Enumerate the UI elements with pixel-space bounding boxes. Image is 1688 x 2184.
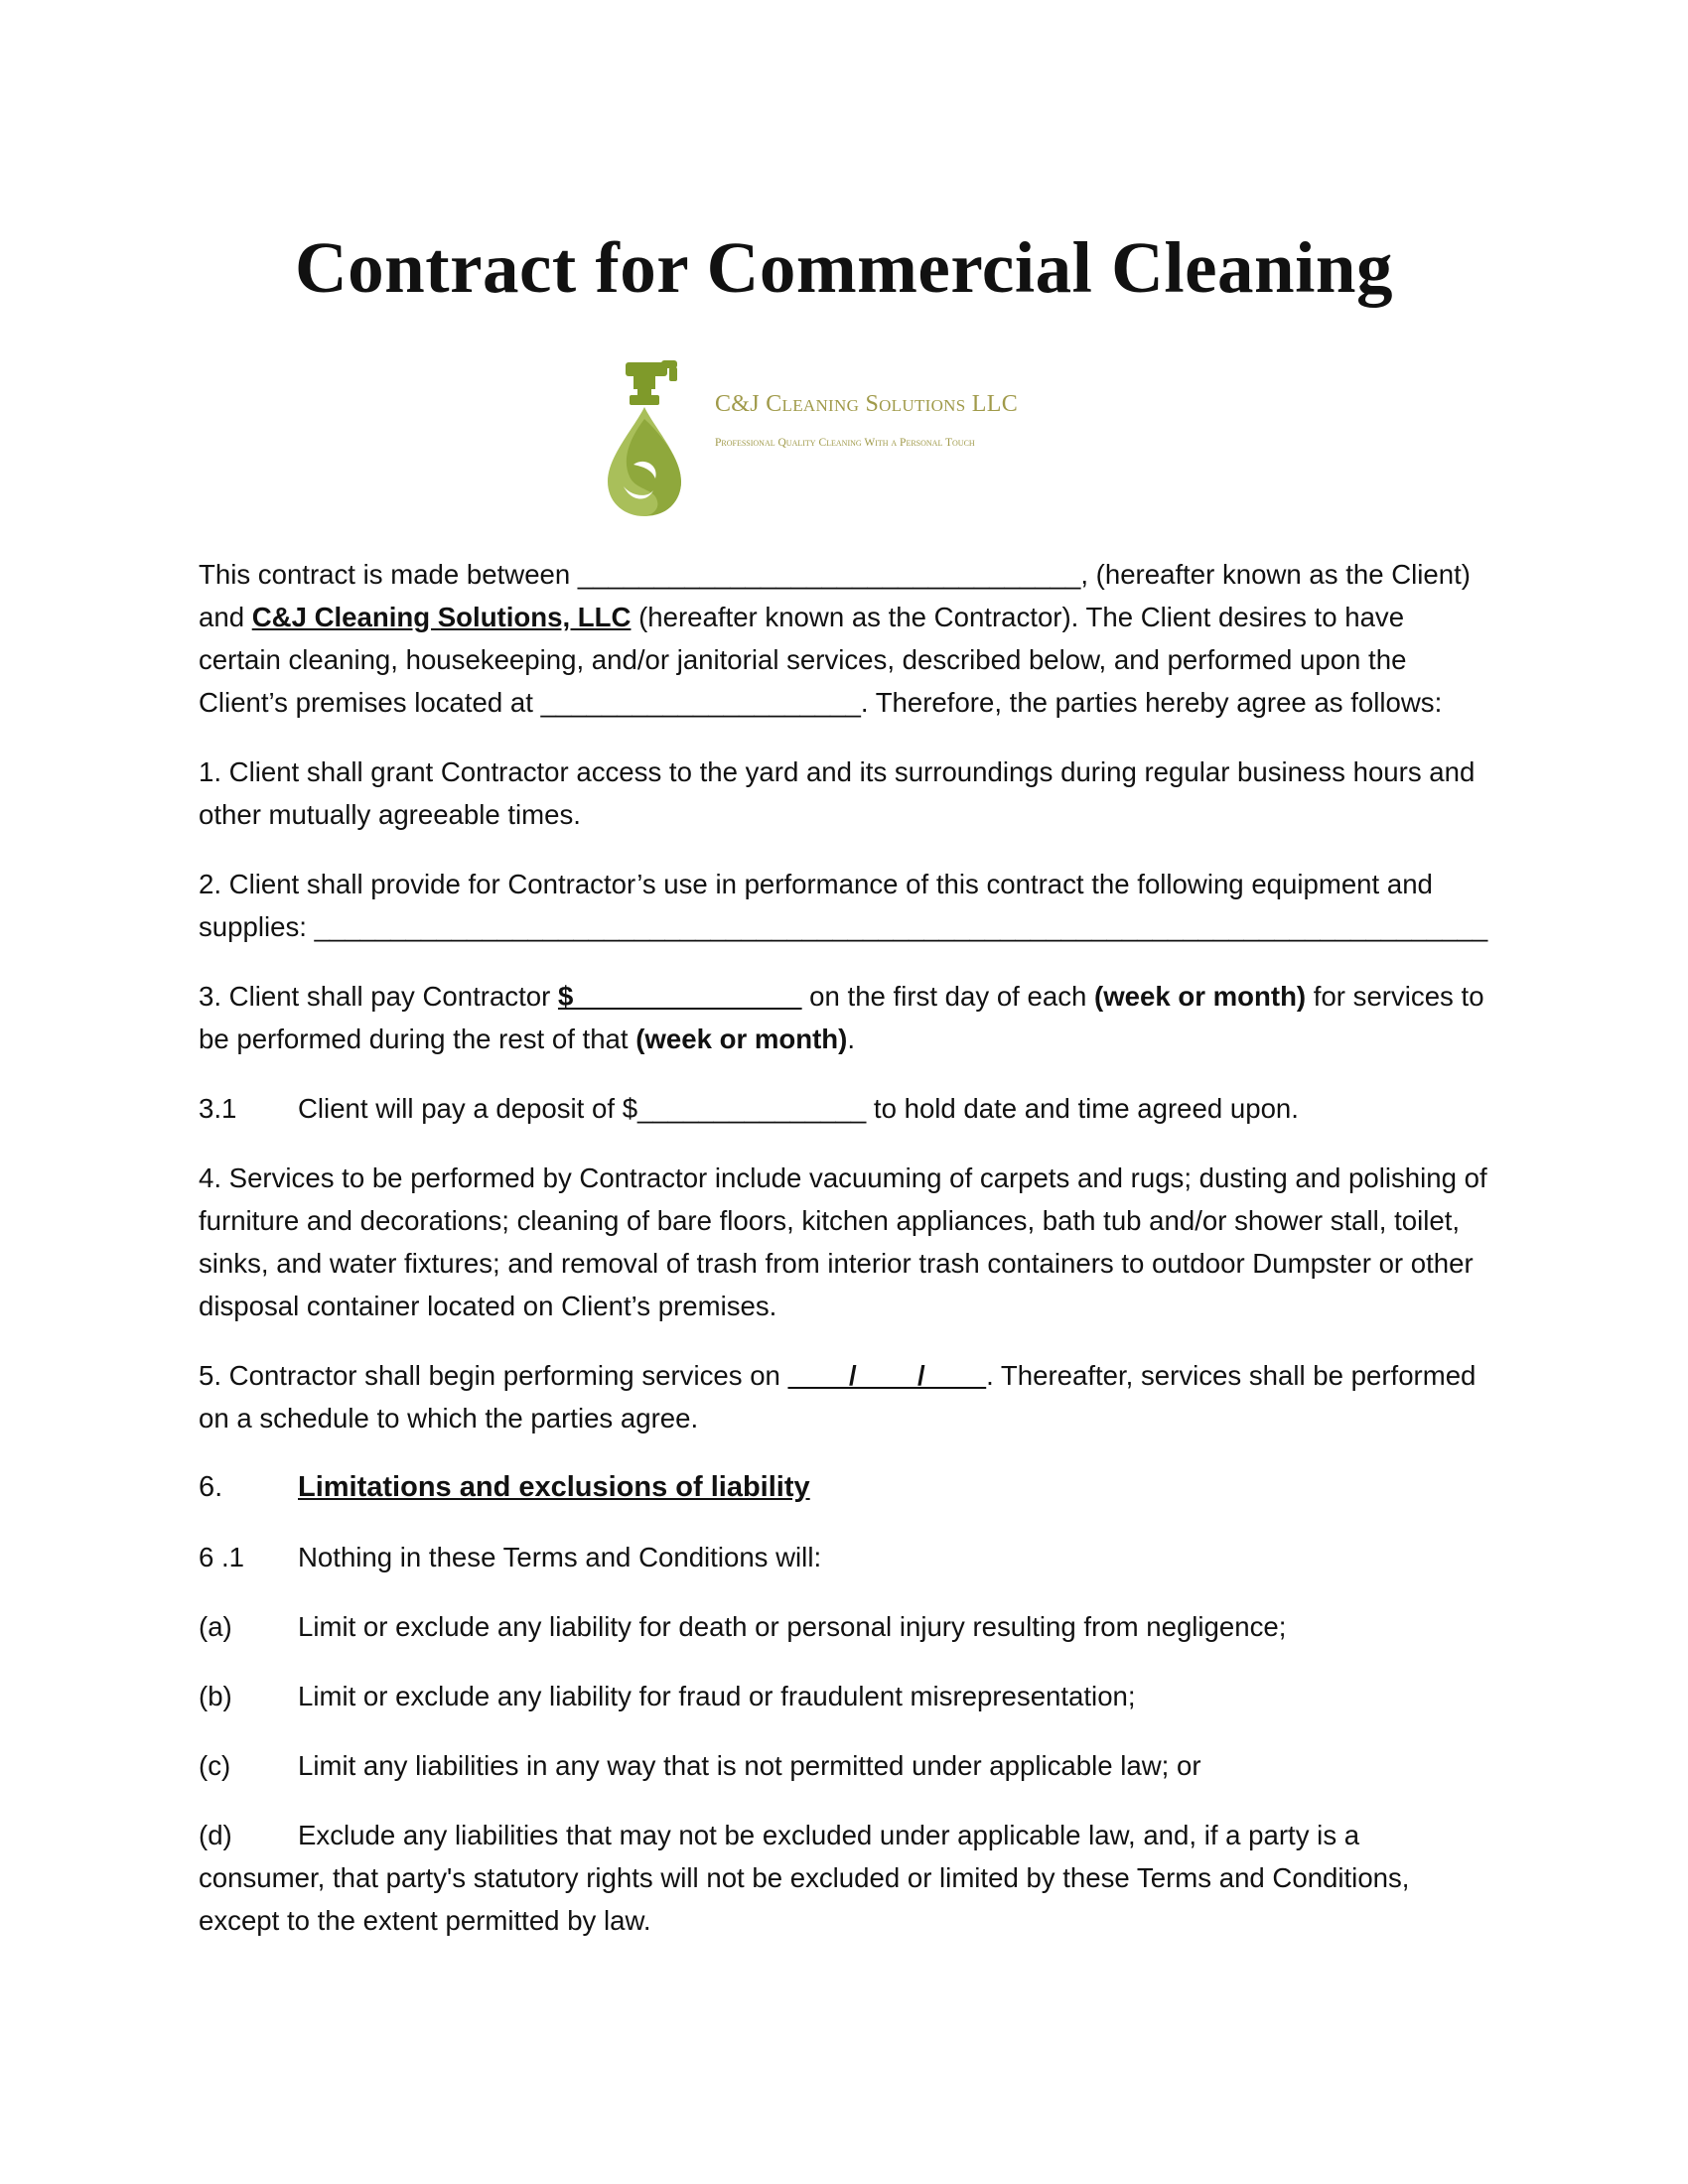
list-item-label: (d) <box>199 1820 232 1850</box>
section-6-number: 6. <box>199 1471 223 1503</box>
list-item-b <box>199 1675 1489 1717</box>
section-6-1-text: Nothing in these Terms and Conditions will: <box>298 1542 822 1572</box>
list-item-label: (a) <box>199 1611 232 1642</box>
clause-1: 1. Client shall grant Contractor access to the yard and its surroundings during regular business hours and other mutually agreeable times. <box>199 756 1476 830</box>
clause-3-1-text-start: Client will pay a deposit of $ <box>298 1093 638 1124</box>
contractor-name: C&J Cleaning Solutions, LLC <box>251 602 632 632</box>
clause-3-text-mid2: for services to be performed during the rest of that <box>199 981 1484 1054</box>
section-6-title: Limitations and exclusions of liability <box>298 1471 810 1503</box>
intro-text-client-role: , (hereafter known as the Client) and <box>199 559 1471 632</box>
intro-text-contractor-role: (hereafter known as the Contractor). The Client desires to have certain cleaning, housekeeping, and/or janitorial services, described below, and performed upon the Client’s premises located at <box>199 602 1407 718</box>
section-6-1 <box>199 1536 1489 1578</box>
start-date-blank: ____/____/____ <box>787 1360 987 1391</box>
clause-5 <box>199 1354 1489 1439</box>
clause-3-text-mid: on the first day of each <box>801 981 1095 1012</box>
service-period-option: (week or month) <box>635 1024 848 1054</box>
payment-amount-blank: $_______________ <box>557 981 802 1012</box>
section-6-1-number: 6 .1 <box>199 1542 245 1572</box>
clause-3 <box>199 975 1489 1060</box>
logo-brand-name: C&J Cleaning Solutions LLC <box>715 391 1019 417</box>
company-logo <box>604 357 1060 516</box>
document-title: Contract for Commercial Cleaning <box>294 227 1394 308</box>
payment-period-option: (week or month) <box>1094 981 1307 1012</box>
list-item-label: (c) <box>199 1750 231 1781</box>
logo-tagline: Professional Quality Cleaning With a Personal Touch <box>715 437 975 449</box>
clause-5-text-start: 5. Contractor shall begin performing services on <box>199 1360 788 1391</box>
intro-paragraph <box>199 553 1489 724</box>
clause-3-text-end: . <box>847 1024 856 1054</box>
list-item-label: (b) <box>199 1681 232 1711</box>
list-item-d <box>199 1814 1489 1942</box>
clause-2 <box>199 863 1489 948</box>
clause-3-1 <box>199 1087 1489 1130</box>
clause-5-text-end: . Thereafter, services shall be performed on a schedule to which the parties agree. <box>199 1360 1477 1433</box>
list-item-text: Limit or exclude any liability for fraud or fraudulent misrepresentation; <box>298 1681 1136 1711</box>
list-item-text: Limit or exclude any liability for death or personal injury resulting from negligence; <box>298 1611 1287 1642</box>
intro-text-start: This contract is made between <box>199 559 578 590</box>
clause-2-text: 2. Client shall provide for Contractor’s use in performance of this contract the following equipment and supplies: <box>199 869 1433 942</box>
clause-3-1-number: 3.1 <box>199 1093 237 1124</box>
contract-body <box>199 553 1489 1969</box>
premises-address-blank: _____________________ <box>540 687 861 718</box>
list-item-text: Exclude any liabilities that may not be excluded under applicable law, and, if a party is a consumer, that party's statutory rights will not be excluded or limited by these Terms and Conditions, except to the extent permitted by law. <box>199 1820 1410 1936</box>
spray-bottle-icon <box>604 357 703 516</box>
clause-3-text-start: 3. Client shall pay Contractor <box>199 981 558 1012</box>
list-item-a <box>199 1605 1489 1648</box>
client-name-blank: _________________________________ <box>577 559 1081 590</box>
deposit-amount-blank: _______________ <box>637 1093 867 1124</box>
clause-3-1-text-end: to hold date and time agreed upon. <box>866 1093 1299 1124</box>
list-item-c <box>199 1744 1489 1787</box>
intro-text-end: . Therefore, the parties hereby agree as follows: <box>860 687 1443 718</box>
list-item-text: Limit any liabilities in any way that is not permitted under applicable law; or <box>298 1750 1201 1781</box>
clause-4: 4. Services to be performed by Contractor include vacuuming of carpets and rugs; dusting and polishing of furniture and decorations; cleaning of bare floors, kitchen appliances, bath tub and/or shower stall, toilet, sinks, and water fixtures; and removal of trash from interior trash containers to outdoor Dumpster or other disposal container located on Client’s premises. <box>199 1162 1487 1321</box>
equipment-supplies-blank: _____________________________________________________________________________ <box>314 911 1488 942</box>
section-6-heading <box>199 1466 1489 1509</box>
